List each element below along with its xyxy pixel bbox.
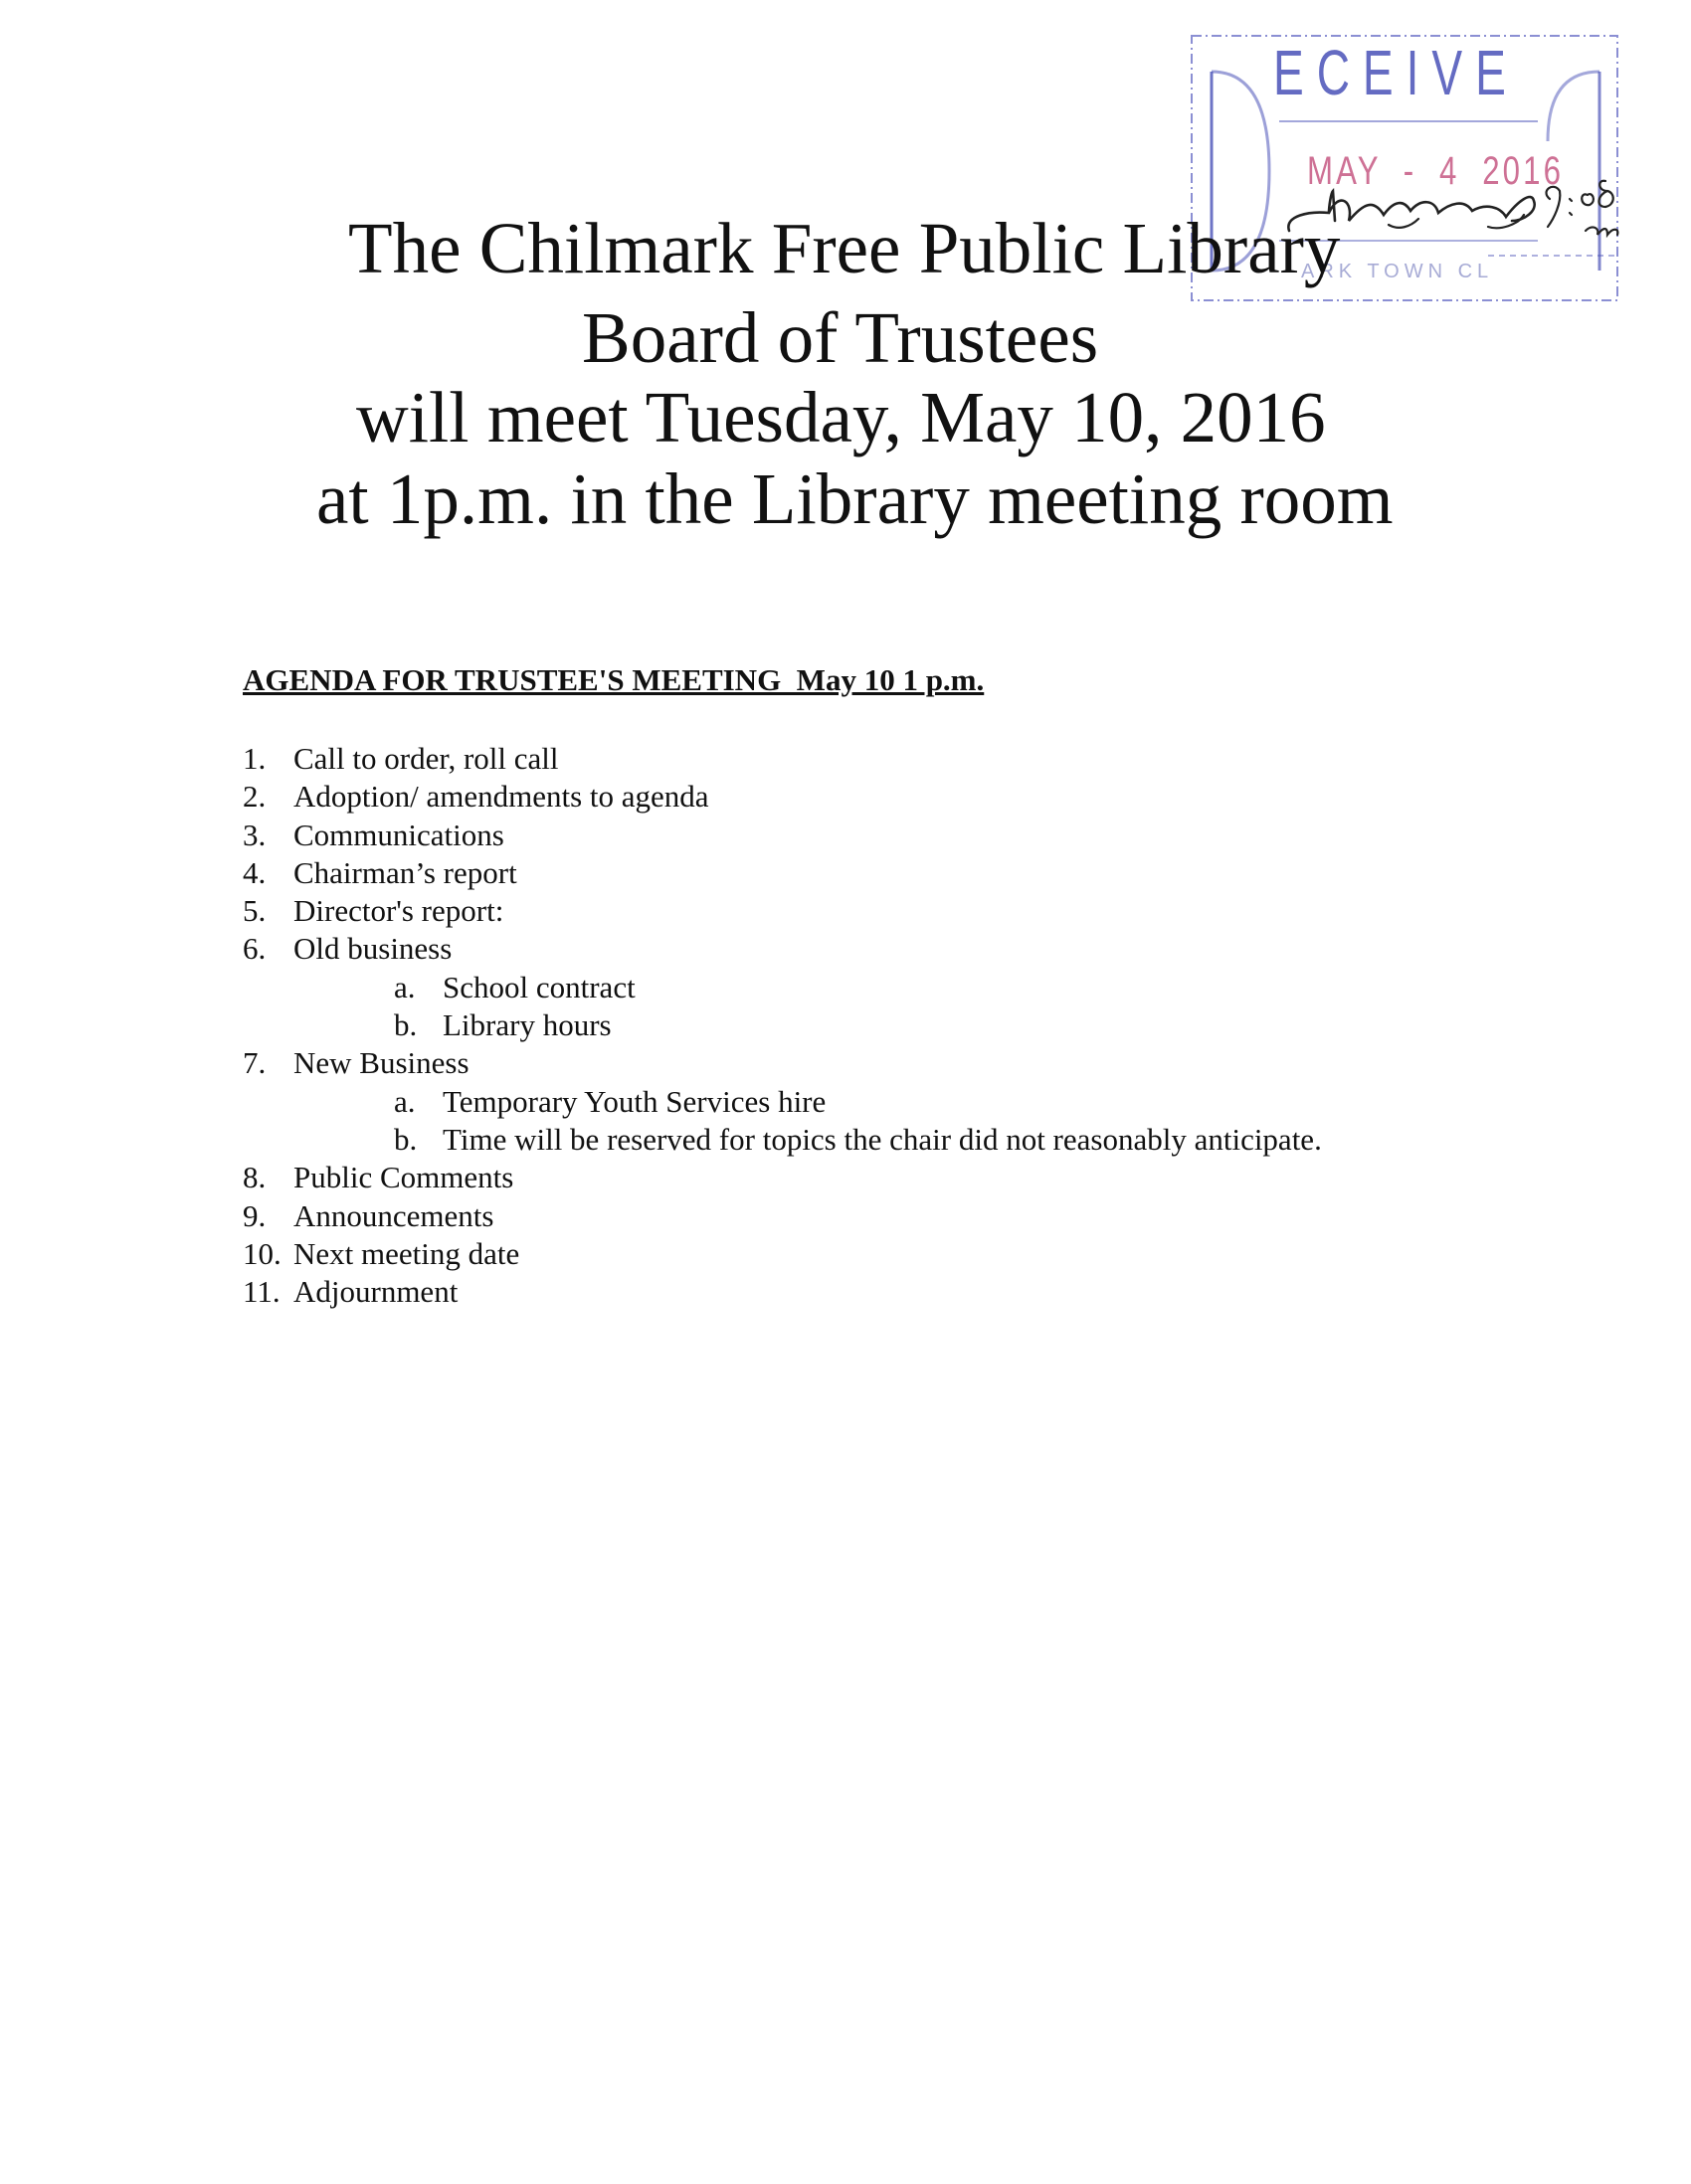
agenda-item-number: 10. [243,1235,282,1271]
agenda-subitem-letter: b. [394,1007,418,1043]
agenda-item-text: Chairman’s report [293,854,517,890]
agenda-subitem-text: Temporary Youth Services hire [443,1083,827,1119]
heading-board: Board of Trustees [582,297,1099,378]
agenda-subitem-letter: a. [394,1083,416,1119]
stamp-date: MAY - 4 2016 [1307,149,1565,193]
heading-meeting-location: at 1p.m. in the Library meeting room [316,458,1394,539]
agenda-item-number: 3. [243,817,267,852]
agenda-item [243,1197,1322,1235]
agenda-item [243,892,1322,930]
agenda-item-text: New Business [293,1045,470,1081]
heading-meeting-date: will meet Tuesday, May 10, 2016 [356,377,1326,457]
agenda-item-number: 5. [243,893,267,929]
agenda-item-number: 9. [243,1197,267,1233]
agenda-subitem-letter: a. [394,969,416,1004]
agenda-item [243,854,1322,892]
stamp-organization: ARK TOWN CL [1301,261,1494,282]
agenda-item-number: 1. [243,741,267,776]
agenda-subitem [243,1083,1322,1121]
agenda-subitem-text: School contract [443,969,636,1004]
agenda-item [243,1159,1322,1196]
agenda-subitem [243,969,1322,1006]
agenda-item-number: 11. [243,1274,281,1310]
agenda-item-number: 8. [243,1160,267,1195]
agenda-item-text: Director's report: [293,893,504,929]
agenda-item-text: Announcements [293,1197,494,1233]
agenda-item-number: 6. [243,931,267,967]
agenda-item [243,1235,1322,1273]
agenda-subitem-text: Time will be reserved for topics the chair did not reasonably anticipate. [443,1121,1322,1157]
agenda-item [243,1044,1322,1082]
heading-library-name: The Chilmark Free Public Library [348,208,1341,288]
agenda-item-text: Communications [293,817,504,852]
agenda-item-text: Adoption/ amendments to agenda [293,779,709,815]
agenda-item-text: Adjournment [293,1274,459,1310]
agenda-subitem-text: Library hours [443,1007,612,1043]
agenda-item-number: 4. [243,854,267,890]
agenda-item [243,817,1322,854]
agenda-subitem [243,1006,1322,1044]
agenda-item-text: Old business [293,931,453,967]
agenda-item-text: Next meeting date [293,1235,520,1271]
agenda-item [243,778,1322,816]
agenda-item-number: 2. [243,779,267,815]
agenda-item [243,1273,1322,1311]
agenda-subitem-letter: b. [394,1121,418,1157]
agenda-list [243,740,1322,1311]
agenda-item-text: Public Comments [293,1160,514,1195]
agenda-item [243,930,1322,968]
agenda-item-text: Call to order, roll call [293,741,559,776]
agenda-item-number: 7. [243,1045,267,1081]
agenda-item [243,740,1322,778]
stamp-received-text: ECEIVE [1273,37,1519,108]
agenda-title: AGENDA FOR TRUSTEE'S MEETING May 10 1 p.m. [243,662,985,697]
agenda-subitem [243,1121,1322,1159]
